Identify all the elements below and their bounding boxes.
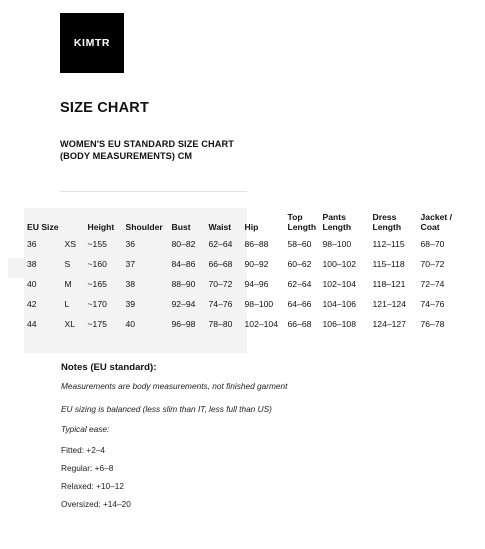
cell-pants-length: 100–102 — [322, 259, 356, 269]
cell-waist: 74–76 — [208, 299, 233, 309]
cell-height: ~170 — [87, 299, 107, 309]
note-regular: Regular: +6–8 — [61, 463, 114, 473]
col-header-eu-size: EU Size — [27, 222, 59, 232]
cell-shoulder: 38 — [125, 279, 136, 289]
cell-hip: 86–88 — [244, 239, 269, 249]
col-header-top-length: Top Length — [287, 212, 317, 232]
table-header-row — [24, 208, 464, 234]
cell-shoulder: 40 — [125, 319, 136, 329]
cell-shoulder: 39 — [125, 299, 136, 309]
col-header-shoulder: Shoulder — [125, 222, 163, 232]
table-row — [24, 234, 464, 254]
col-header-hip: Hip — [244, 222, 259, 232]
cell-bust: 80–82 — [171, 239, 196, 249]
col-header-height: Height — [87, 222, 115, 232]
cell-waist: 62–64 — [208, 239, 233, 249]
cell-eu-size: 42 — [27, 299, 37, 309]
cell-dress-length: 121–124 — [372, 299, 406, 309]
note-eu-sizing: EU sizing is balanced (less slim than IT, less full than US) — [61, 404, 272, 414]
cell-pants-length: 102–104 — [322, 279, 356, 289]
cell-top-length: 58–60 — [287, 239, 312, 249]
cell-waist: 66–68 — [208, 259, 233, 269]
cell-pants-length: 104–106 — [322, 299, 356, 309]
cell-letter-size: M — [64, 279, 72, 289]
cell-bust: 84–86 — [171, 259, 196, 269]
cell-hip: 102–104 — [244, 319, 278, 329]
cell-bust: 96–98 — [171, 319, 196, 329]
table-row — [24, 314, 464, 334]
cell-top-length: 64–66 — [287, 299, 312, 309]
cell-dress-length: 118–121 — [372, 279, 406, 289]
page-title: SIZE CHART — [60, 100, 149, 116]
cell-waist: 78–80 — [208, 319, 233, 329]
cell-eu-size: 38 — [27, 259, 37, 269]
cell-dress-length: 124–127 — [372, 319, 406, 329]
cell-top-length: 66–68 — [287, 319, 312, 329]
cell-shoulder: 37 — [125, 259, 136, 269]
cell-letter-size: L — [64, 299, 70, 309]
note-body-measurements: Measurements are body measurements, not finished garment — [61, 381, 288, 391]
cell-bust: 88–90 — [171, 279, 196, 289]
cell-hip: 90–92 — [244, 259, 269, 269]
cell-letter-size: XS — [64, 239, 76, 249]
cell-pants-length: 98–100 — [322, 239, 352, 249]
cell-eu-size: 44 — [27, 319, 37, 329]
cell-waist: 70–72 — [208, 279, 233, 289]
cell-dress-length: 115–118 — [372, 259, 405, 269]
cell-eu-size: 36 — [27, 239, 37, 249]
col-header-pants-length: Pants Length — [322, 212, 352, 232]
cell-jacket-coat: 76–78 — [420, 319, 445, 329]
chart-subtitle: WOMEN'S EU STANDARD SIZE CHART (BODY MEASUREMENTS) CM — [60, 139, 234, 161]
cell-shoulder: 36 — [125, 239, 136, 249]
col-header-bust: Bust — [171, 222, 191, 232]
col-header-jacket-coat: Jacket / Coat — [420, 212, 453, 232]
section-divider — [60, 191, 247, 192]
cell-jacket-coat: 72–74 — [420, 279, 445, 289]
cell-jacket-coat: 74–76 — [420, 299, 445, 309]
notes-title: Notes (EU standard): — [61, 362, 157, 373]
cell-height: ~155 — [87, 239, 107, 249]
brand-logo — [60, 13, 124, 73]
col-header-dress-length: Dress Length — [372, 212, 402, 232]
note-relaxed: Relaxed: +10–12 — [61, 481, 124, 491]
cell-jacket-coat: 68–70 — [420, 239, 445, 249]
cell-height: ~160 — [87, 259, 107, 269]
cell-hip: 98–100 — [244, 299, 274, 309]
cell-letter-size: S — [64, 259, 71, 269]
cell-jacket-coat: 70–72 — [420, 259, 445, 269]
note-fitted: Fitted: +2–4 — [61, 445, 106, 455]
table-row — [24, 294, 464, 314]
cell-top-length: 62–64 — [287, 279, 312, 289]
size-chart-table — [24, 208, 464, 334]
cell-top-length: 60–62 — [287, 259, 312, 269]
cell-eu-size: 40 — [27, 279, 37, 289]
cell-bust: 92–94 — [171, 299, 196, 309]
cell-hip: 94–96 — [244, 279, 269, 289]
table-row — [24, 274, 464, 294]
table-row — [24, 254, 464, 274]
note-typical-ease: Typical ease: — [61, 424, 110, 434]
cell-pants-length: 106–108 — [322, 319, 356, 329]
cell-height: ~175 — [87, 319, 107, 329]
cell-dress-length: 112–115 — [372, 239, 405, 249]
brand-logo-text: KIMTR — [73, 37, 111, 49]
cell-height: ~165 — [87, 279, 107, 289]
cell-letter-size: XL — [64, 319, 76, 329]
note-oversized: Oversized: +14–20 — [61, 499, 131, 509]
col-header-waist: Waist — [208, 222, 232, 232]
col-header-letter-size — [62, 208, 85, 234]
